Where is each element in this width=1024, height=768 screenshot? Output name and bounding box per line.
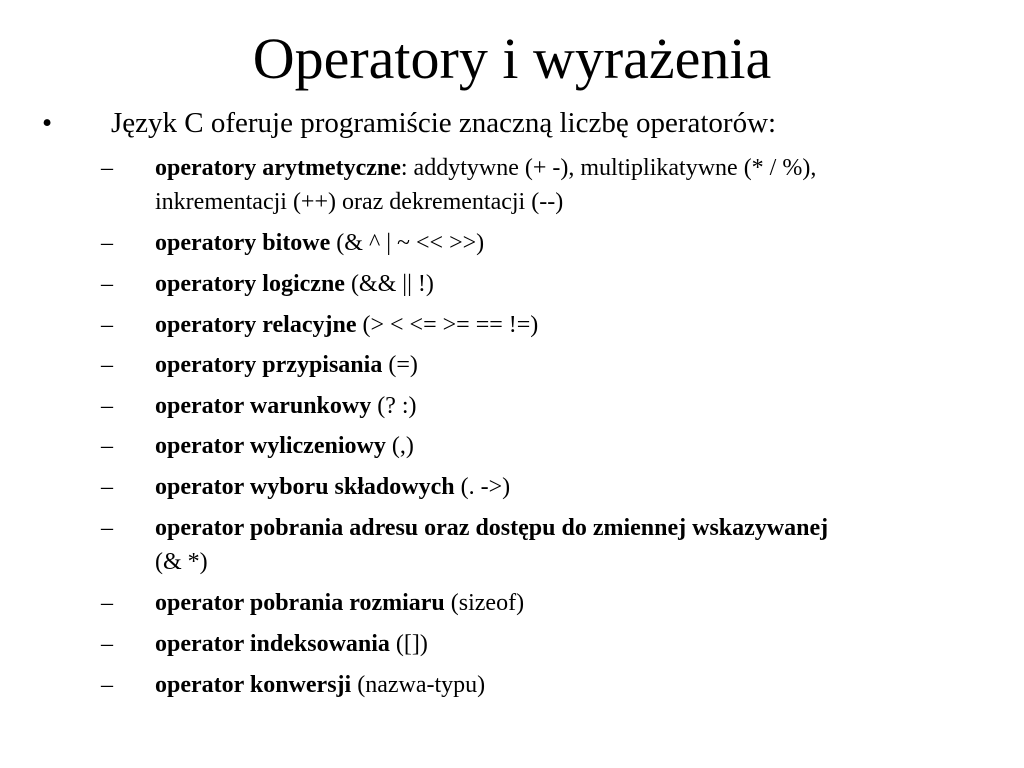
list-item-detail: (& ^ | ~ << >>) — [330, 230, 485, 256]
list-item-term: operator wyliczeniowy — [155, 433, 386, 459]
list-item-term: operator pobrania rozmiaru — [155, 590, 445, 616]
dash-icon: – — [101, 271, 113, 297]
list-item-term: operatory relacyjne — [155, 312, 357, 338]
list-item-detail: (. ->) — [454, 474, 511, 500]
dash-icon: – — [101, 155, 113, 181]
dash-icon: – — [101, 312, 113, 338]
list-item-text — [155, 389, 985, 423]
list-item-term: operatory bitowe — [155, 230, 331, 256]
dash-icon: – — [101, 474, 113, 500]
dash-icon: – — [101, 515, 113, 541]
list-item-detail: (& *) — [155, 549, 208, 575]
list-item-term: operatory przypisania — [155, 352, 383, 378]
dash-icon: – — [101, 230, 113, 256]
list-item-detail: (nazwa-typu) — [351, 672, 486, 698]
dash-icon: – — [101, 631, 113, 657]
list-item-text — [155, 151, 985, 219]
main-bullet-text: Język C oferuje programiście znaczną liczbę operatorów: — [111, 107, 777, 139]
list-item-term: operatory logiczne — [155, 271, 345, 297]
list-item-text — [155, 511, 985, 579]
list-item-text — [155, 267, 985, 301]
list-item-text — [155, 226, 985, 260]
list-item-term: operator warunkowy — [155, 393, 372, 419]
list-item-term: operator pobrania adresu oraz dostępu do zmiennej wskazywanej — [155, 515, 829, 541]
dash-icon: – — [101, 433, 113, 459]
bullet-icon: • — [42, 107, 53, 139]
list-item-term: operatory arytmetyczne — [155, 155, 401, 181]
list-item-term: operator indeksowania — [155, 631, 390, 657]
list-item-detail-continued: inkrementacji (++) oraz dekrementacji (--) — [155, 189, 564, 215]
list-item-detail: : addytywne (+ -), multiplikatywne (* / %), — [400, 155, 817, 181]
list-item-text — [155, 627, 985, 661]
dash-icon: – — [101, 352, 113, 378]
list-item-text — [155, 308, 985, 342]
list-item-text — [155, 348, 985, 382]
list-item-text — [155, 470, 985, 504]
list-item-detail: ([]) — [389, 631, 428, 657]
list-item-term: operator konwersji — [155, 672, 352, 698]
list-item-text — [155, 668, 985, 702]
list-item-text — [155, 586, 985, 620]
list-item-text — [155, 429, 985, 463]
dash-icon: – — [101, 590, 113, 616]
list-item-detail: (> < <= >= == !=) — [356, 312, 539, 338]
list-item-detail: (sizeof) — [444, 590, 525, 616]
list-item-detail: (,) — [385, 433, 414, 459]
dash-icon: – — [101, 672, 113, 698]
list-item-term: operator wyboru składowych — [155, 474, 455, 500]
dash-icon: – — [101, 393, 113, 419]
list-item-detail: (=) — [382, 352, 418, 378]
list-item-detail: (? :) — [371, 393, 417, 419]
list-item-detail: (&& || !) — [344, 271, 434, 297]
slide-title: Operatory i wyrażenia — [252, 26, 772, 91]
